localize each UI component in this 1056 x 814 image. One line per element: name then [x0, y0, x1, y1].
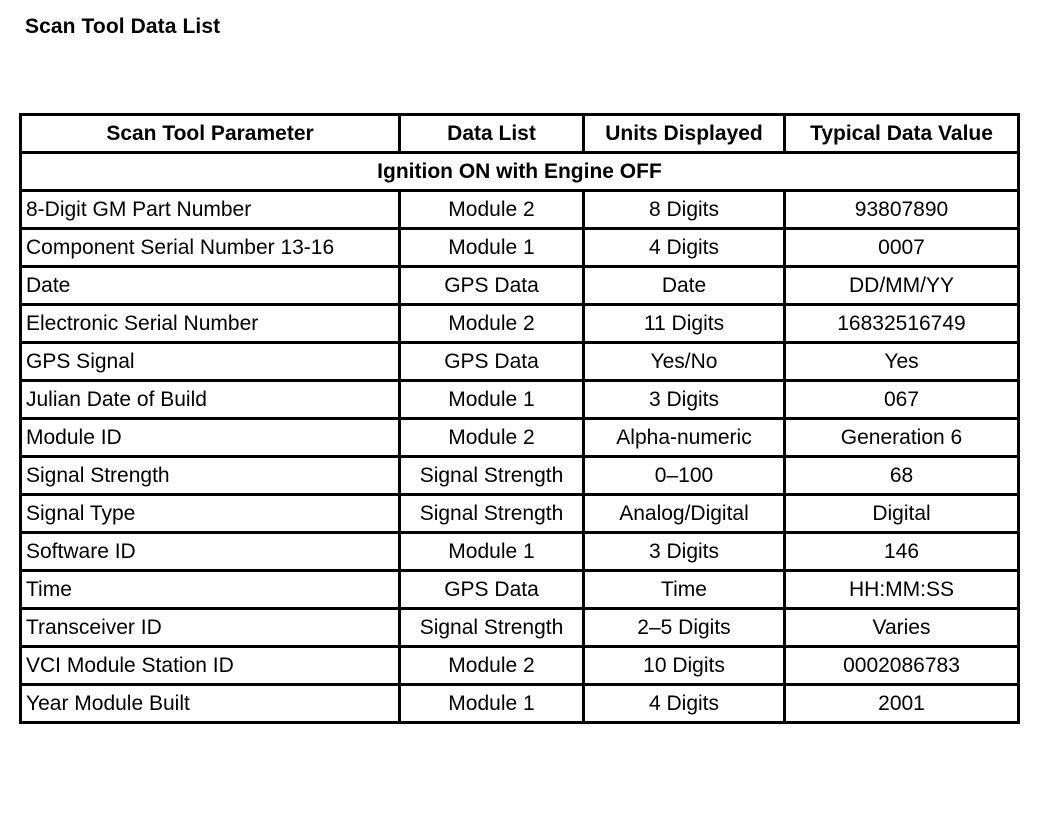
cell-units: 4 Digits	[584, 229, 785, 267]
table-row	[21, 647, 1019, 685]
cell-data-list: GPS Data	[400, 267, 584, 305]
cell-parameter: 8-Digit GM Part Number	[21, 191, 400, 229]
table-row	[21, 267, 1019, 305]
table-row	[21, 457, 1019, 495]
cell-typical-value: HH:MM:SS	[785, 571, 1019, 609]
table-header-row	[21, 115, 1019, 153]
table-row	[21, 609, 1019, 647]
cell-typical-value: 93807890	[785, 191, 1019, 229]
cell-units: 4 Digits	[584, 685, 785, 723]
cell-units: 0–100	[584, 457, 785, 495]
cell-parameter: GPS Signal	[21, 343, 400, 381]
table-body	[21, 153, 1019, 723]
cell-units: 11 Digits	[584, 305, 785, 343]
cell-typical-value: 68	[785, 457, 1019, 495]
cell-units: Analog/Digital	[584, 495, 785, 533]
cell-typical-value: Yes	[785, 343, 1019, 381]
header-scan-tool-parameter: Scan Tool Parameter	[21, 115, 400, 153]
cell-data-list: Module 1	[400, 229, 584, 267]
table-row	[21, 229, 1019, 267]
cell-typical-value: 0007	[785, 229, 1019, 267]
page-title: Scan Tool Data List	[25, 15, 221, 38]
table-row	[21, 305, 1019, 343]
table-row	[21, 685, 1019, 723]
cell-parameter: Component Serial Number 13-16	[21, 229, 400, 267]
section-row	[21, 153, 1019, 191]
cell-data-list: Signal Strength	[400, 609, 584, 647]
cell-typical-value: 2001	[785, 685, 1019, 723]
header-units-displayed: Units Displayed	[584, 115, 785, 153]
cell-data-list: Module 2	[400, 647, 584, 685]
cell-typical-value: Generation 6	[785, 419, 1019, 457]
cell-parameter: Julian Date of Build	[21, 381, 400, 419]
cell-units: 8 Digits	[584, 191, 785, 229]
table-row	[21, 191, 1019, 229]
cell-units: 2–5 Digits	[584, 609, 785, 647]
cell-parameter: Signal Type	[21, 495, 400, 533]
section-label: Ignition ON with Engine OFF	[21, 153, 1019, 191]
header-data-list: Data List	[400, 115, 584, 153]
cell-parameter: VCI Module Station ID	[21, 647, 400, 685]
cell-data-list: GPS Data	[400, 571, 584, 609]
cell-typical-value: 067	[785, 381, 1019, 419]
cell-parameter: Year Module Built	[21, 685, 400, 723]
cell-units: Yes/No	[584, 343, 785, 381]
cell-typical-value: Digital	[785, 495, 1019, 533]
cell-parameter: Time	[21, 571, 400, 609]
cell-typical-value: 16832516749	[785, 305, 1019, 343]
cell-data-list: Module 1	[400, 533, 584, 571]
cell-data-list: Module 1	[400, 381, 584, 419]
cell-data-list: Module 1	[400, 685, 584, 723]
cell-parameter: Electronic Serial Number	[21, 305, 400, 343]
cell-units: 3 Digits	[584, 381, 785, 419]
cell-units: 10 Digits	[584, 647, 785, 685]
table-row	[21, 571, 1019, 609]
cell-typical-value: 0002086783	[785, 647, 1019, 685]
cell-typical-value: DD/MM/YY	[785, 267, 1019, 305]
cell-data-list: GPS Data	[400, 343, 584, 381]
cell-units: Date	[584, 267, 785, 305]
cell-parameter: Software ID	[21, 533, 400, 571]
header-typical-data-value: Typical Data Value	[785, 115, 1019, 153]
cell-data-list: Module 2	[400, 305, 584, 343]
cell-parameter: Signal Strength	[21, 457, 400, 495]
scan-tool-data-table	[19, 113, 1020, 724]
cell-data-list: Module 2	[400, 419, 584, 457]
table-row	[21, 343, 1019, 381]
cell-data-list: Module 2	[400, 191, 584, 229]
table-row	[21, 495, 1019, 533]
cell-parameter: Module ID	[21, 419, 400, 457]
cell-units: 3 Digits	[584, 533, 785, 571]
table-row	[21, 419, 1019, 457]
cell-units: Time	[584, 571, 785, 609]
cell-typical-value: Varies	[785, 609, 1019, 647]
cell-parameter: Date	[21, 267, 400, 305]
cell-units: Alpha-numeric	[584, 419, 785, 457]
table-row	[21, 381, 1019, 419]
cell-typical-value: 146	[785, 533, 1019, 571]
cell-data-list: Signal Strength	[400, 495, 584, 533]
cell-parameter: Transceiver ID	[21, 609, 400, 647]
table-row	[21, 533, 1019, 571]
cell-data-list: Signal Strength	[400, 457, 584, 495]
